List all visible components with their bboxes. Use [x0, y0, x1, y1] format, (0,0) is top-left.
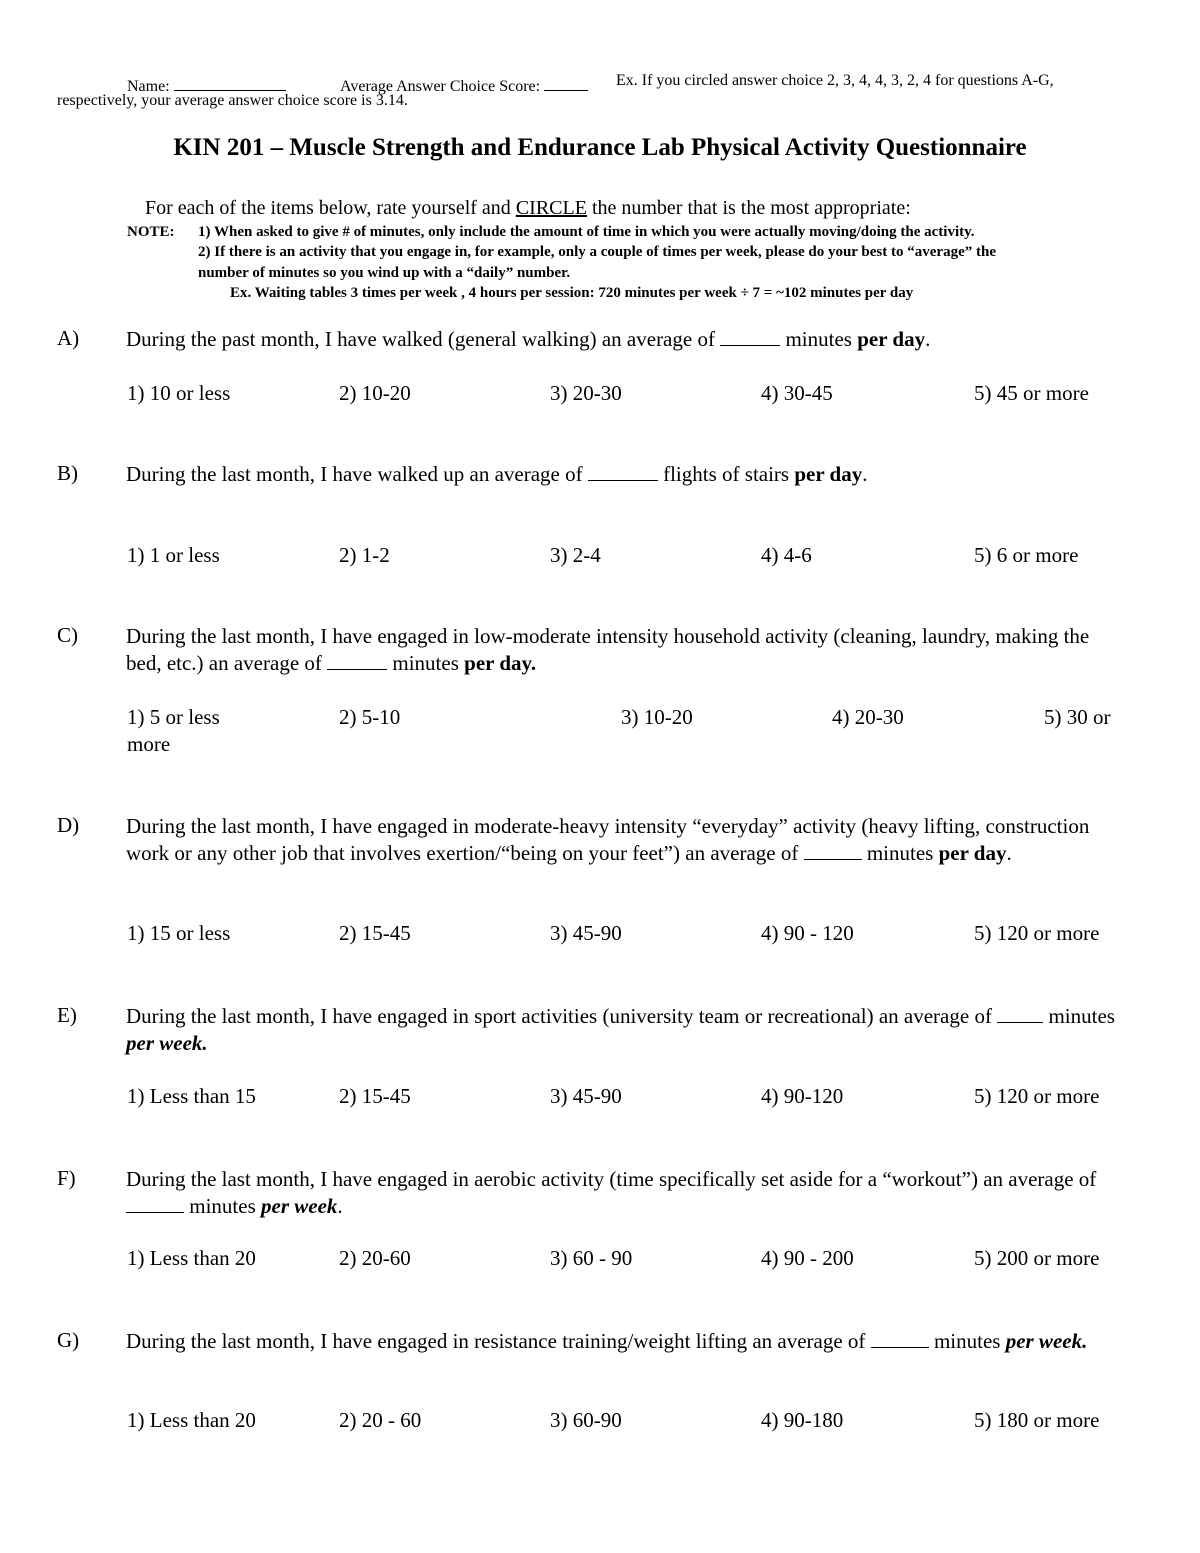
question-letter: G): [57, 1328, 80, 1352]
answer-blank[interactable]: [588, 462, 658, 481]
option-5[interactable]: 5) 6 or more: [974, 543, 1079, 567]
instructions: [145, 197, 911, 220]
option-2[interactable]: 2) 5-10: [339, 705, 401, 729]
average-score-blank[interactable]: [544, 72, 588, 91]
note-2-continued: number of minutes so you wind up with a “daily” number.: [198, 265, 571, 281]
average-score-label: Average Answer Choice Score:: [340, 78, 541, 95]
question-letter: A): [57, 326, 80, 350]
example-text-continued: respectively, your average answer choice score is 3.14.: [57, 92, 408, 109]
question-letter: F): [57, 1166, 76, 1190]
answer-blank[interactable]: [997, 1004, 1043, 1023]
example-text: Ex. If you circled answer choice 2, 3, 4, 4, 3, 2, 4 for questions A-G,: [616, 72, 1054, 89]
option-5[interactable]: 5) 30 or: [1044, 705, 1111, 729]
option-3[interactable]: 3) 60 - 90: [550, 1246, 633, 1270]
question-text: During the last month, I have engaged in moderate-heavy intensity “everyday” activity (heavy lifting, construction work or any other job that involves exertion/“being on your feet”) an average of minutes per day.: [126, 814, 1090, 865]
option-4[interactable]: 4) 90-120: [761, 1084, 844, 1108]
option-4[interactable]: 4) 90-180: [761, 1408, 844, 1432]
option-3[interactable]: 3) 20-30: [550, 381, 622, 405]
instructions-lead: For each of the items below, rate yourself and: [145, 197, 511, 219]
question-text: During the last month, I have engaged in aerobic activity (time specifically set aside for a “workout”) an average of minutes per week.: [126, 1167, 1097, 1218]
option-3[interactable]: 3) 10-20: [621, 705, 693, 729]
question-letter: C): [57, 623, 78, 647]
option-4[interactable]: 4) 20-30: [832, 705, 904, 729]
note-example: Ex. Waiting tables 3 times per week , 4 hours per session: 720 minutes per week ÷ 7 = ~102 minutes per day: [230, 285, 914, 301]
option-3[interactable]: 3) 60-90: [550, 1408, 622, 1432]
instructions-circle: CIRCLE: [515, 197, 587, 219]
option-4[interactable]: 4) 90 - 200: [761, 1246, 854, 1270]
question-letter: D): [57, 813, 80, 837]
page-title: KIN 201 – Muscle Strength and Endurance Lab Physical Activity Questionnaire: [173, 134, 1027, 161]
option-1[interactable]: 1) Less than 20: [127, 1246, 256, 1270]
note-2: 2) If there is an activity that you engage in, for example, only a couple of times per week, please do your best to “average” the: [198, 244, 996, 260]
option-1[interactable]: 1) 1 or less: [127, 543, 220, 567]
question-text: During the last month, I have engaged in low-moderate intensity household activity (cleaning, laundry, making the bed, etc.) an average of minutes per day.: [126, 624, 1090, 675]
option-2[interactable]: 2) 20-60: [339, 1246, 411, 1270]
answer-blank[interactable]: [327, 651, 387, 670]
option-2[interactable]: 2) 15-45: [339, 1084, 411, 1108]
option-1[interactable]: 1) 5 or less: [127, 705, 220, 729]
option-2[interactable]: 2) 1-2: [339, 543, 390, 567]
question-letter: B): [57, 461, 78, 485]
note-label: NOTE:: [127, 224, 175, 240]
option-5[interactable]: 5) 120 or more: [974, 921, 1100, 945]
option-5-continued: more: [127, 732, 171, 756]
question-text: During the last month, I have walked up an average of flights of stairs per day.: [126, 462, 868, 486]
question-text: During the past month, I have walked (general walking) an average of minutes per day.: [126, 327, 931, 351]
option-2[interactable]: 2) 15-45: [339, 921, 411, 945]
option-4[interactable]: 4) 4-6: [761, 543, 812, 567]
question-letter: E): [57, 1003, 77, 1027]
option-4[interactable]: 4) 30-45: [761, 381, 833, 405]
option-4[interactable]: 4) 90 - 120: [761, 921, 854, 945]
option-1[interactable]: 1) 10 or less: [127, 381, 231, 405]
option-5[interactable]: 5) 120 or more: [974, 1084, 1100, 1108]
question-text: During the last month, I have engaged in sport activities (university team or recreational) an average of minutes per week.: [126, 1004, 1115, 1055]
answer-blank[interactable]: [720, 327, 780, 346]
option-5[interactable]: 5) 200 or more: [974, 1246, 1100, 1270]
question-text: During the last month, I have engaged in resistance training/weight lifting an average of minutes per week.: [126, 1329, 1088, 1353]
option-3[interactable]: 3) 45-90: [550, 921, 622, 945]
option-1[interactable]: 1) Less than 20: [127, 1408, 256, 1432]
option-1[interactable]: 1) 15 or less: [127, 921, 231, 945]
note-1: 1) When asked to give # of minutes, only include the amount of time in which you were actually moving/doing the activity.: [198, 224, 975, 240]
name-label: Name:: [127, 78, 170, 95]
option-1[interactable]: 1) Less than 15: [127, 1084, 256, 1108]
answer-blank[interactable]: [126, 1194, 184, 1213]
name-blank[interactable]: [174, 72, 286, 91]
option-2[interactable]: 2) 20 - 60: [339, 1408, 422, 1432]
instructions-tail: the number that is the most appropriate:: [591, 197, 911, 219]
option-5[interactable]: 5) 45 or more: [974, 381, 1089, 405]
answer-blank[interactable]: [871, 1329, 929, 1348]
option-3[interactable]: 3) 45-90: [550, 1084, 622, 1108]
option-5[interactable]: 5) 180 or more: [974, 1408, 1100, 1432]
option-3[interactable]: 3) 2-4: [550, 543, 601, 567]
option-2[interactable]: 2) 10-20: [339, 381, 411, 405]
answer-blank[interactable]: [804, 841, 862, 860]
